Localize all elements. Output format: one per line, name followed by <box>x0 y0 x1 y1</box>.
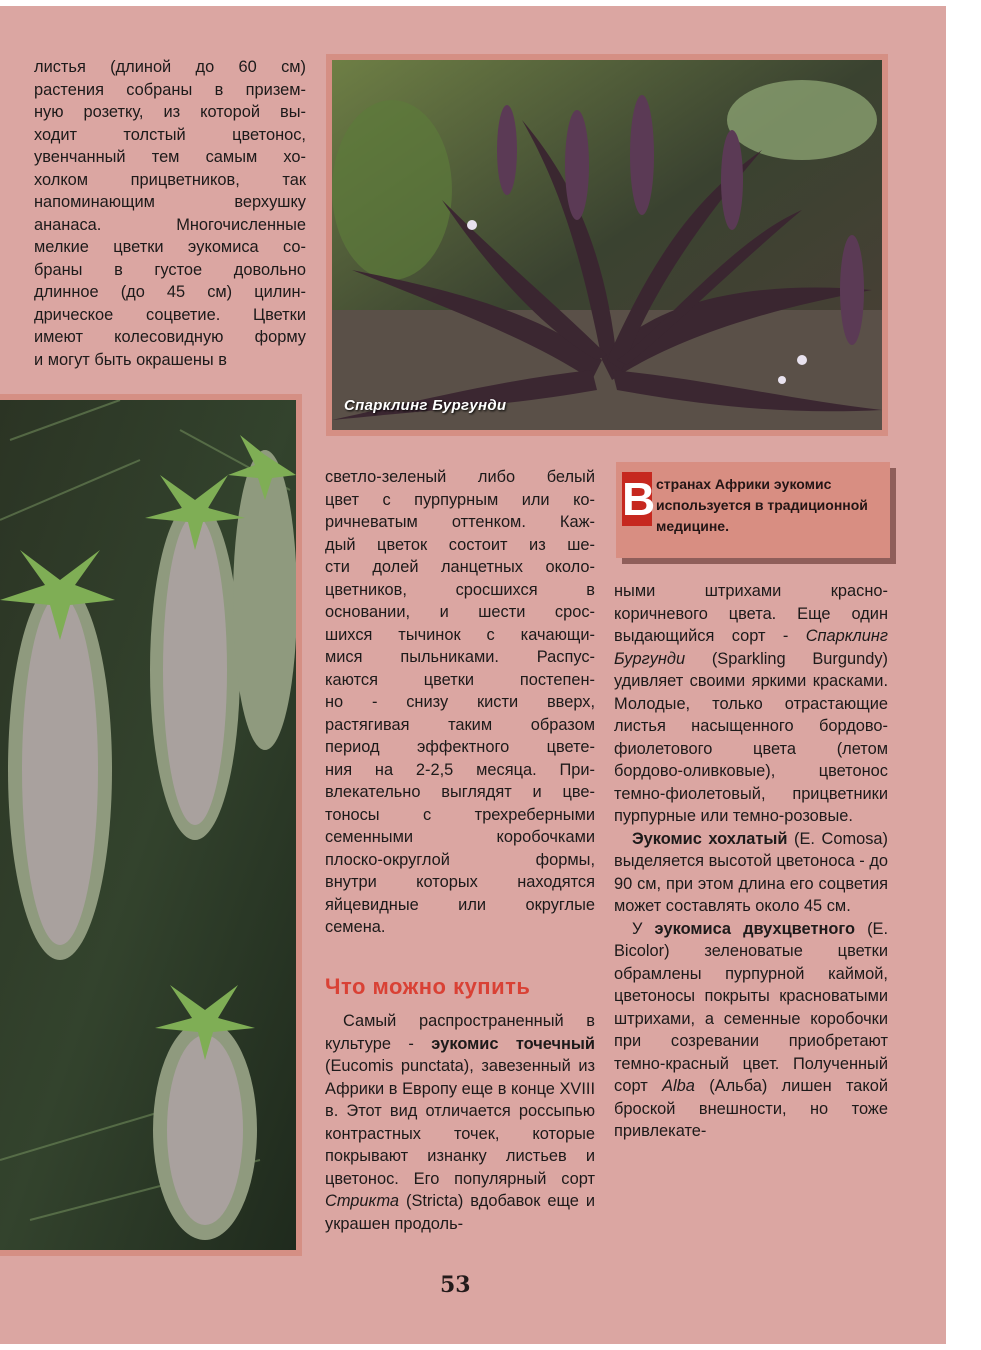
magazine-page <box>0 6 946 1344</box>
text-run: У <box>632 919 655 938</box>
column-1-lines <box>34 56 306 371</box>
column-2-paragraph-2 <box>325 1010 595 1235</box>
plant-photo-image <box>332 60 882 430</box>
section-heading: Что можно купить <box>325 974 531 999</box>
text-line: мелкие цветки эукомиса со- <box>34 238 306 256</box>
bold-run: эукомиса двухцветного <box>654 919 856 938</box>
column-2-lines <box>325 466 595 939</box>
text-line: шихся тычинок с качающи- <box>325 625 595 644</box>
text-line: тоносы с трехреберными <box>325 805 595 824</box>
callout-dropcap: В <box>622 473 656 525</box>
text-line: ходит толстый цветонос, <box>34 125 306 144</box>
italic-run: Alba <box>662 1077 695 1095</box>
text-line: светло-зеленый либо белый <box>325 468 595 486</box>
text-line: влекательно выглядят и цве- <box>325 783 595 801</box>
text-run: (Eucomis punctata), завезенный из Африки в Европу еще в конце XVIII в. Этот вид отличается россыпью контрастных точек, которые покрывают изнанку листьев и цветонос. Его популярный сорт <box>325 1057 595 1188</box>
callout-text: странах Африки эукомис используется в традиционной медицине. <box>656 476 868 534</box>
text-run: Самый распространенный в культуре - <box>325 1012 595 1053</box>
text-line: период эффектного цвете- <box>325 738 595 756</box>
paragraph <box>614 580 888 828</box>
text-run: ными штрихами красно-коричневого цвета. Еще один выдающийся сорт - <box>614 582 888 645</box>
text-line: дый цветок состоит из ше- <box>325 535 595 554</box>
text-line: цвет с пурпурным или ко- <box>325 490 595 509</box>
plant-photo-image <box>0 400 296 1250</box>
text-run: (E. Comosa) выделяется высотой цветоноса - до 90 см, при этом длина его соцветия может составлять около 45 см. <box>614 829 888 915</box>
text-line: ния на 2-2,5 месяца. При- <box>325 760 595 779</box>
text-line: и могут быть окрашены в <box>34 350 227 369</box>
text-run: (Stricta) вдобавок еще и украшен продоль- <box>325 1192 595 1233</box>
text-line: цветников, сросшихся в <box>325 580 595 599</box>
photo-eucomis-punctata <box>0 394 302 1256</box>
text-line: но - снизу кисти вверх, <box>325 693 595 711</box>
paragraph <box>325 1010 595 1235</box>
paragraph <box>614 828 888 918</box>
italic-run: Стрикта <box>325 1192 400 1210</box>
text-line: листья (длиной до 60 см) <box>34 58 306 76</box>
text-line: увенчанный тем самым хо- <box>34 148 306 166</box>
text-line: ананаса. Многочисленные <box>34 215 306 234</box>
text-line: ричневатым оттенком. Каж- <box>325 513 595 531</box>
bold-run: Эукомис хохлатый <box>632 829 788 848</box>
column-1-text <box>34 56 306 371</box>
text-line: яйцевидные или округлые <box>325 895 595 914</box>
bold-run: эукомис точечный <box>431 1034 595 1053</box>
text-line: дрическое соцветие. Цветки <box>34 305 306 324</box>
text-line: мися пыльниками. Распус- <box>325 648 595 666</box>
text-line: семенными коробочками <box>325 828 595 846</box>
photo-caption: Спарклинг Бургунди <box>344 397 507 414</box>
text-line: ную розетку, из которой вы- <box>34 103 306 121</box>
callout-box <box>616 462 890 558</box>
text-line: имеют колесовидную форму <box>34 328 306 346</box>
text-line: каются цветки постепен- <box>325 670 595 689</box>
text-line: сти долей ланцетных около- <box>325 558 595 576</box>
column-2-text <box>325 466 595 939</box>
text-run: (E. Bicolor) зеленоватые цветки обрамлены пурпурной каймой, цветоносы покрыты красноватыми штрихами, а семенные коробочки при созревании приобретают темно-красный цвет. Полученный сорт <box>614 919 889 1095</box>
text-line: холком прицветников, так <box>34 170 306 189</box>
photo-sparkling-burgundy <box>326 54 888 436</box>
text-line: внутри которых находятся <box>325 873 595 891</box>
text-line: плоско-округлой формы, <box>325 850 595 869</box>
text-run: (Sparkling Burgundy) удивляет своими яркими красками. Молодые, только отрастающие листья насыщенного бордово-фиолетового цвета (летом бордово-оливковые), цветонос темно-фиолетовый, прицветники пурпурные или темно-розовые. <box>614 649 888 825</box>
text-line: растягивая таким образом <box>325 715 595 734</box>
text-line: длинное (до 45 см) цилин- <box>34 283 306 301</box>
text-line: напоминающим верхушку <box>34 193 306 211</box>
text-line: основании, и шести срос- <box>325 603 595 621</box>
paragraph <box>614 918 888 1143</box>
text-line: растения собраны в призем- <box>34 80 306 99</box>
italic-run: Спарклинг Бургунди <box>614 627 888 668</box>
text-run: (Альба) лишен такой броской внешности, но тоже привлекате- <box>614 1077 889 1140</box>
page-number: 53 <box>440 1272 471 1298</box>
column-3-text <box>614 580 888 1143</box>
text-line: браны в густое довольно <box>34 260 306 279</box>
text-line: семена. <box>325 918 386 936</box>
